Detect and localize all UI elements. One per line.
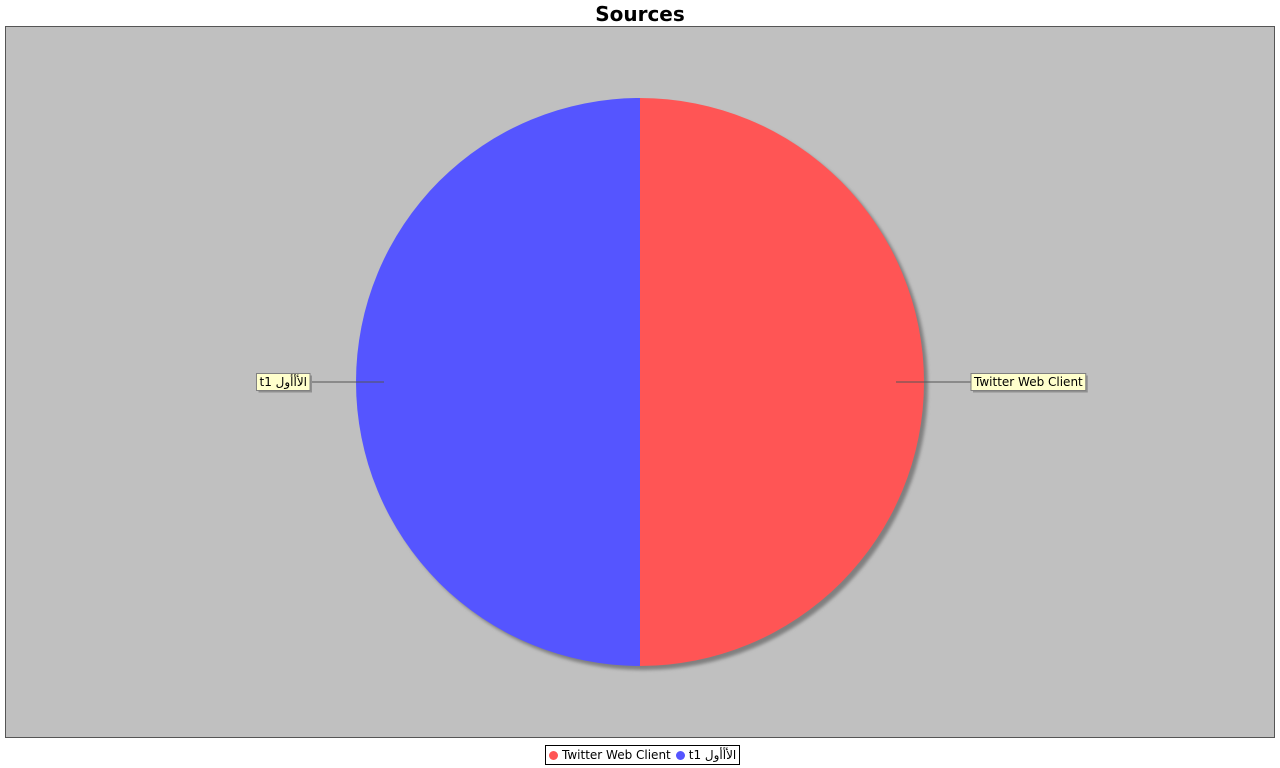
pie-slice-t1[interactable]	[356, 98, 640, 666]
legend-swatch-t1	[676, 751, 685, 760]
chart-title: Sources	[595, 2, 685, 26]
legend-item-t1	[676, 748, 737, 762]
legend-label-twitter-web-client: Twitter Web Client	[562, 748, 671, 762]
pie-slice-twitter-web-client[interactable]	[640, 98, 924, 666]
legend-swatch-twitter-web-client	[549, 751, 558, 760]
legend-item-twitter-web-client	[549, 748, 671, 762]
legend	[545, 745, 740, 765]
slice-label-t1: t1 الأأأول	[259, 375, 307, 389]
legend-label-t1: t1 الأأأول	[688, 748, 737, 762]
slice-label-twitter-web-client: Twitter Web Client	[974, 375, 1083, 389]
